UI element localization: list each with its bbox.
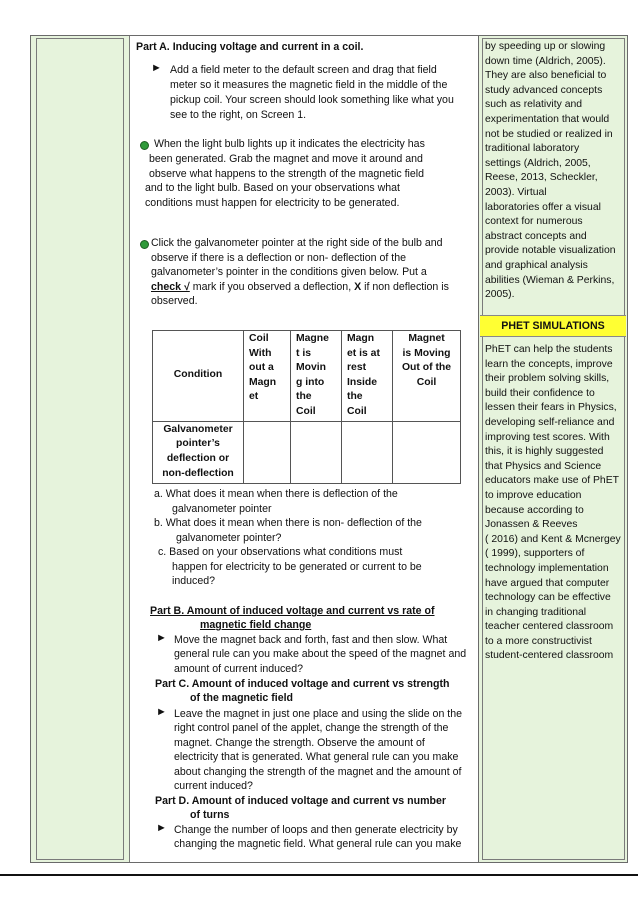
arrow-bullet-icon: ► bbox=[156, 632, 167, 644]
part-b-step-line2: general rule can you make about the speed of the magnet and bbox=[174, 648, 467, 660]
part-a-step2-line5: conditions must happen for electricity to be generated. bbox=[145, 197, 400, 209]
part-a-step1-line2: meter so it measures the magnetic field in the middle of the bbox=[170, 79, 448, 91]
arrow-bullet-icon: ► bbox=[156, 822, 167, 834]
part-c-step-line4: electricity that is generated. What general rule can you make bbox=[174, 751, 459, 763]
col-coil-without-magnet: Coil With out a Magn et bbox=[244, 331, 291, 422]
part-a-step3-line4: check √ mark if you observed a deflection, X if non deflection is bbox=[151, 281, 449, 293]
part-b-step-line1: Move the magnet back and forth, fast and then slow. What bbox=[174, 634, 448, 646]
question-a-line1: a. What does it mean when there is deflection of the bbox=[154, 488, 398, 500]
part-c-step-line6: current induced? bbox=[174, 780, 253, 792]
part-a-step3-line1: Click the galvanometer pointer at the right side of the bulb and bbox=[151, 237, 443, 249]
part-a-step1-line3: pickup coil. Your screen should look something like what you bbox=[170, 94, 454, 106]
table-cell-answer[interactable] bbox=[342, 421, 393, 483]
condition-header: Condition bbox=[153, 331, 244, 422]
col-magnet-at-rest-inside-coil: Magn et is at rest Inside the Coil bbox=[342, 331, 393, 422]
part-c-step-line3: magnet. Change the strength. Observe the amount of bbox=[174, 737, 425, 749]
question-b-line2: galvanometer pointer? bbox=[176, 532, 282, 544]
part-a-step2-line4: and to the light bulb. Based on your observations what bbox=[145, 182, 401, 194]
col-magnet-moving-into-coil: Magne t is Movin g into the Coil bbox=[291, 331, 342, 422]
condition-table bbox=[152, 330, 461, 484]
part-a-step3-line3: galvanometer’s pointer in the conditions given below. Put a bbox=[151, 266, 427, 278]
right-column-intro: by speeding up or slowing down time (Aldrich, 2005). They are also beneficial to study advanced concepts such as relativity and experimentation that would not be studied or realized in traditional laboratory settings (Aldrich, 2005, Reese, 2013, Scheckler, 2003). Virtual laboratories offer a visual context for numerous abstract concepts and provide notable visualization and graphical analysis abilities (Wieman & Perkins, 2005). bbox=[485, 41, 616, 301]
part-b-heading-line1: Part B. Amount of induced voltage and current vs rate of bbox=[150, 605, 435, 617]
part-a-step1-line1: Add a field meter to the default screen and drag that field bbox=[170, 64, 437, 76]
green-dot-icon bbox=[140, 240, 149, 249]
right-column-phet-body: PhET can help the students learn the concepts, improve their problem solving skills, build their confidence to lessen their fears in Physics, developing self-reliance and improving test scores. With this, it is highly suggested that Physics and Science educators make use of PhET to improve education because according to Jonassen & Reeves ( 2016) and Kent & Mcnergey ( 1999), supporters of technology implementation have argued that computer technology can be effective in changing traditional teacher centered classroom to a more constructivist student-centered classroom bbox=[485, 344, 621, 662]
question-a-line2: galvanometer pointer bbox=[172, 503, 272, 515]
part-b-step-line3: amount of current induced? bbox=[174, 663, 303, 675]
part-a-step2-line1: When the light bulb lights up it indicates the electricity has bbox=[154, 138, 425, 150]
part-d-step-line1: Change the number of loops and then generate electricity by bbox=[174, 824, 458, 836]
green-dot-icon bbox=[140, 141, 149, 150]
arrow-bullet-icon: ► bbox=[151, 62, 162, 74]
question-c-line3: induced? bbox=[172, 575, 216, 587]
part-a-heading: Part A. Inducing voltage and current in a coil. bbox=[136, 41, 364, 53]
arrow-bullet-icon: ► bbox=[156, 706, 167, 718]
table-cell-answer[interactable] bbox=[244, 421, 291, 483]
footer-rule bbox=[0, 874, 638, 876]
part-b-heading-line2: magnetic field change bbox=[200, 619, 312, 631]
part-c-heading-line2: of the magnetic field bbox=[190, 692, 294, 704]
part-a-step3-line5: observed. bbox=[151, 295, 198, 307]
part-d-heading-line2: of turns bbox=[190, 809, 230, 821]
x-mark-label: X bbox=[354, 281, 362, 293]
part-a-step2-line2: been generated. Grab the magnet and move it around and bbox=[149, 153, 423, 165]
part-d-heading-line1: Part D. Amount of induced voltage and current vs number bbox=[155, 795, 446, 807]
part-c-step-line5: about changing the strength of the magnet and the amount of bbox=[174, 766, 462, 778]
col-magnet-moving-out-of-coil: Magnet is Moving Out of the Coil bbox=[393, 331, 461, 422]
table-cell-answer[interactable] bbox=[291, 421, 342, 483]
part-d-step-line2: changing the magnetic field. What general rule can you make bbox=[174, 838, 462, 850]
part-a-step3-line2: observe if there is a deflection or non- deflection of the bbox=[151, 252, 406, 264]
part-a-step2-line3: observe what happens to the strength of the magnetic field bbox=[149, 168, 425, 180]
part-c-step-line2: right control panel of the applet, change the strength of the bbox=[174, 722, 449, 734]
check-mark-label: check √ bbox=[151, 281, 190, 293]
part-c-step-line1: Leave the magnet in just one place and using the slide on the bbox=[174, 708, 463, 720]
table-cell-answer[interactable] bbox=[393, 421, 461, 483]
question-c-line2: happen for electricity to be generated or current to be bbox=[172, 561, 422, 573]
question-b-line1: b. What does it mean when there is non- deflection of the bbox=[154, 517, 422, 529]
row-galvanometer-deflection: Galvanometer pointer’s deflection or non-deflection bbox=[153, 421, 244, 483]
phet-simulations-banner: PHET SIMULATIONS bbox=[480, 315, 626, 337]
part-a-step1-line4: see to the right, on Screen 1. bbox=[170, 109, 307, 121]
question-c-line1: c. Based on your observations what conditions must bbox=[158, 546, 403, 558]
part-c-heading-line1: Part C. Amount of induced voltage and current vs strength bbox=[155, 678, 450, 690]
